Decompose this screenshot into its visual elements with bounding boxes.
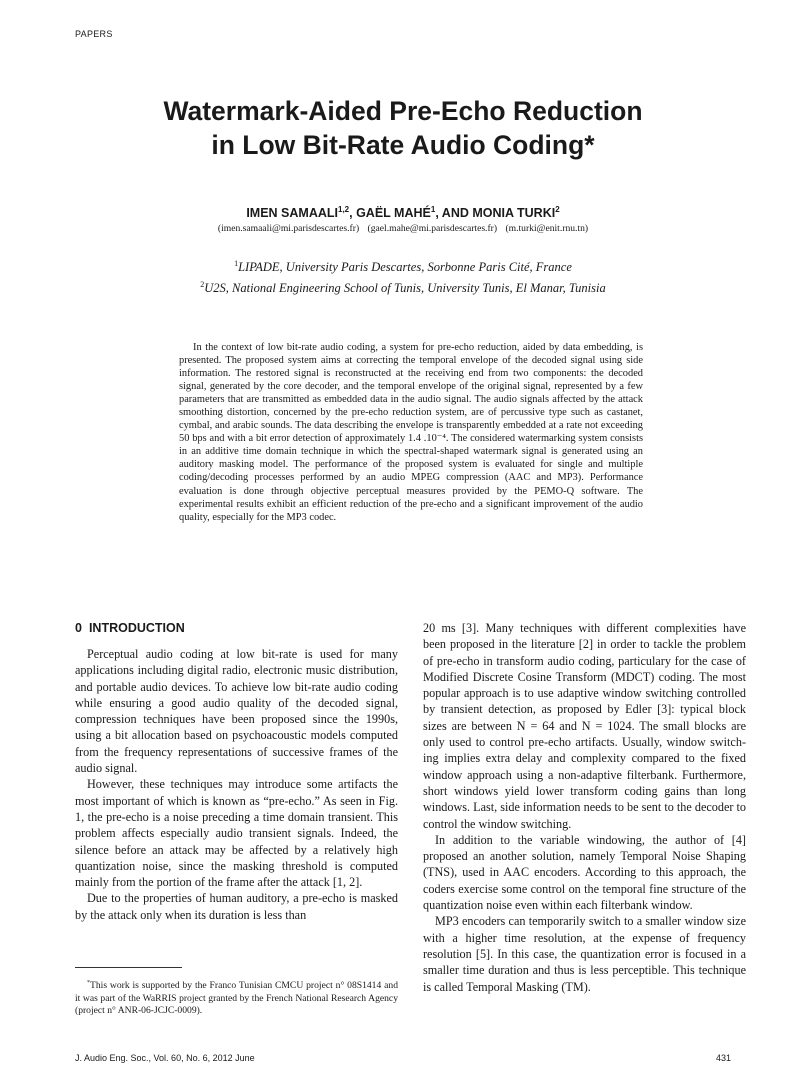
- affiliation-2-text: U2S, National Engineering School of Tunis, University Tunis, El Manar, Tunisia: [204, 281, 606, 296]
- author-list: [60, 205, 746, 220]
- paper-title: [60, 94, 746, 162]
- left-column: [75, 620, 398, 923]
- affiliation-2: [60, 276, 746, 297]
- footnote: [75, 977, 398, 1017]
- intro-paragraph: Due to the properties of human auditory, a pre-echo is masked by the attack only when its duration is less than: [75, 891, 398, 922]
- footer-journal-citation: J. Audio Eng. Soc., Vol. 60, No. 6, 2012 June: [75, 1053, 255, 1063]
- title-line-1: Watermark-Aided Pre-Echo Reduction: [163, 96, 643, 126]
- running-header: PAPERS: [75, 29, 113, 39]
- section-title: INTRODUCTION: [88, 621, 185, 635]
- affiliation-1-text: LIPADE, University Paris Descartes, Sorbonne Paris Cité, France: [238, 260, 572, 275]
- affiliation-1: [60, 255, 746, 276]
- footnote-divider: [75, 967, 182, 968]
- affiliation-2-mark: 2: [200, 280, 205, 290]
- author-emails: [60, 223, 746, 234]
- title-line-2: in Low Bit-Rate Audio Coding*: [211, 130, 595, 160]
- email-1: (imen.samaali@mi.parisdescartes.fr): [217, 223, 360, 234]
- section-number: 0: [75, 621, 82, 635]
- page-number: 431: [715, 1053, 731, 1063]
- intro-paragraph: Perceptual audio coding at low bit-rate is used for many applications including digital radio, electronic music distribution, and portable audio devices. To achieve low bit-rate audio coding while ensuring a good audio quality of the decoded signal, compression techniques have been proposed since the 1990s, using a bit allocation based on psychoacoustic models computed from the frequency representations of successive frames of the audio signal.: [75, 647, 398, 776]
- intro-paragraph: In addition to the variable windowing, the author of [4] proposed an another solution, namely Temporal Noise Shaping (TNS), used in AAC encoders. According to this approach, the coders exercise some control on the temporal fine structure of the quantization noise even within each filterbank window.: [423, 832, 746, 913]
- intro-paragraph: 20 ms [3]. Many techniques with different complexities have been proposed in the literature [2] in order to tackle the problem of pre-echo in transform audio coding, particulary for the case of Modified Discrete Cosine Transform (MDCT) coding. The most popular approach is to use adaptive window switching controlled by transient detection, as proposed by Edler [3]: typical block sizes are between N = 64 and N = 1024. The small blocks are only used to control pre-echo artifacts. Usually, window switching implies extra delay and complexity compared to the fixed window approach using a non-adaptive filterbank. Furthermore, short windows yield lower transform coding gains than long windows. Last, side information needs to be sent to the decoder to control the window switching.: [423, 621, 746, 831]
- author-3-name: , AND MONIA TURKI: [435, 206, 556, 221]
- author-3-affil-mark: 2: [555, 205, 560, 214]
- intro-paragraph: However, these techniques may introduce some artifacts the most important of which is known as “pre-echo.” As seen in Fig. 1, the pre-echo is a noise preceding a time domain transient. This problem affects especially audio transient signals. Indeed, the silence before an attack may be affected by a relatively high quantization noise, since the masking threshold is computed mainly from the portion of the frame after the attack [1, 2].: [75, 777, 398, 890]
- abstract: In the context of low bit-rate audio coding, a system for pre-echo reduction, aided by data embedding, is presented. The proposed system aims at correcting the temporal envelope of the decoded signal using side information. The restored signal is reconstructed at the receiving end from two components: the decoded signal, generated by the core decoder, and the temporal envelope of the original signal, represented by a few parameters that are transmitted as embedded data in the audio signal. The audio signals affected by the attack smoothing distortion, concerned by the pre-echo reduction system, are of percussive type such as castanet, cymbal, and arabic sounds. The data describing the envelope is transparently embedded at a rate not exceeding 50 bps and with a bit error detection of approximately 1.4 .10⁻⁴. The considered watermarking system consists in an additive time domain technique in which the spectral-shaped watermark signal is generated using an auditory masking model. The performance of the proposed system is evaluated for single and multiple coding/decoding processes performed by an audio MPEG compression (AAC and MP3). Performance evaluation is done through objective perceptual measures provided by the PEMO-Q software. The experimental results exhibit an efficient reduction of the pre-echo and a significant improvement of the audio quality, especially for the MP3 codec.: [179, 342, 643, 523]
- author-2-name: , GAËL MAHÉ: [349, 206, 431, 221]
- author-1-name: IMEN SAMAALI: [246, 206, 338, 221]
- email-2: (gael.mahe@mi.parisdescartes.fr): [367, 223, 498, 234]
- email-3: (m.turki@enit.rnu.tn): [505, 223, 589, 234]
- footnote-text: This work is supported by the Franco Tunisian CMCU project n° 08S1414 and it was part of the WaRRIS project granted by the French National Research Agency (project n° ANR-06-JCJC-0009).: [75, 980, 398, 1016]
- section-heading: [75, 620, 398, 636]
- intro-paragraph: MP3 encoders can temporarily switch to a smaller window size with a higher time resolution, at the expense of frequency resolution [5]. In this case, the quantization error is focused in a smaller time duration and thus is less perceptible. This technique is called Temporal Masking (TM).: [423, 914, 746, 994]
- affiliation-1-mark: 1: [234, 259, 239, 268]
- footnote-marker: *: [87, 980, 90, 986]
- author-1-affil-mark: 1,2: [338, 205, 350, 214]
- author-2-affil-mark: 1: [430, 205, 436, 214]
- affiliations: [60, 255, 746, 297]
- right-column: [423, 620, 746, 995]
